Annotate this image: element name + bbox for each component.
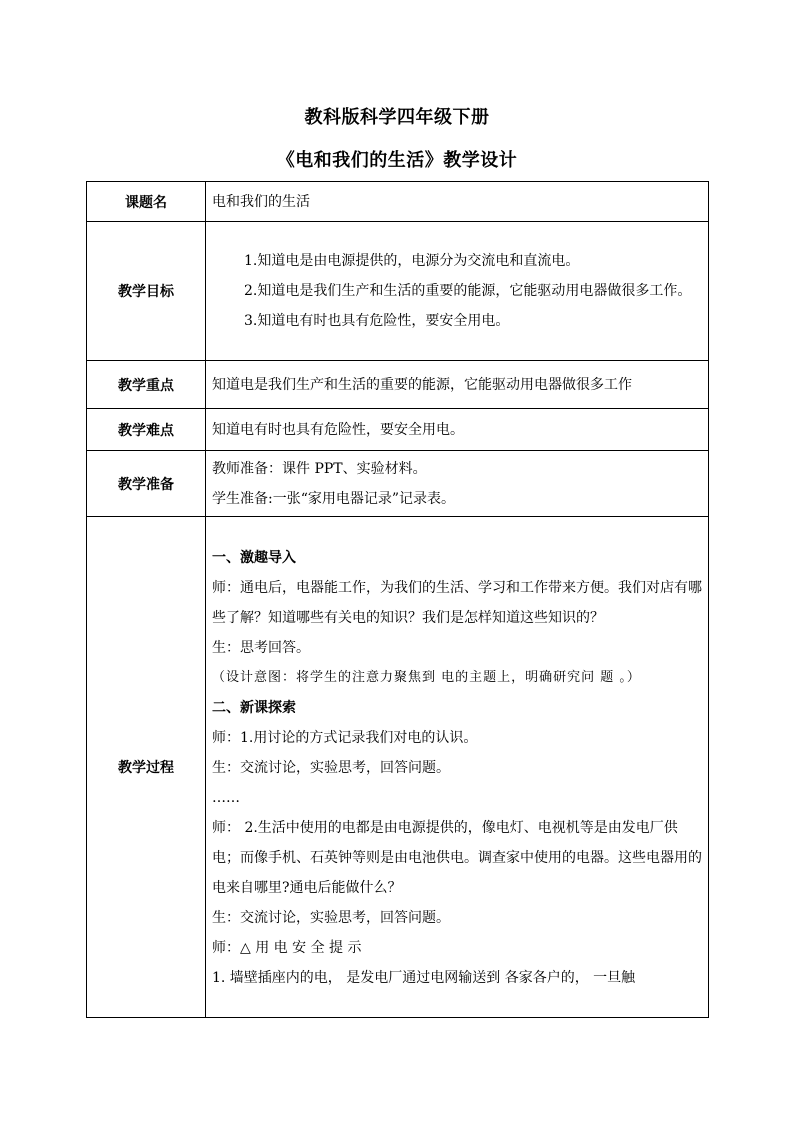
safety-heading: 师：△ 用 电 安 全 提 示 — [212, 940, 362, 956]
table-row-goals — [87, 222, 709, 361]
student-preparation: 学生准备:一张“家用电器记录”记录表。 — [212, 490, 456, 507]
process-content — [206, 517, 709, 1018]
goal-item: 1.知道电是由电源提供的，电源分为交流电和直流电。 — [244, 253, 580, 269]
design-intent-note: （设计意图：将学生的注意力聚焦到 电的主题上，明确研究问 题 。） — [212, 670, 641, 685]
goal-item: 2.知道电是我们生产和生活的重要的能源，它能驱动用电器做很多工作。 — [244, 283, 692, 299]
goal-item: 3.知道电有时也具有危险性，要安全用电。 — [244, 313, 510, 329]
table-row-difficulty — [87, 409, 709, 451]
preparation-label: 教学准备 — [87, 451, 206, 517]
goals-label: 教学目标 — [87, 222, 206, 361]
key-point-value: 知道电是我们生产和生活的重要的能源，它能驱动用电器做很多工作 — [206, 361, 709, 409]
difficulty-label: 教学难点 — [87, 409, 206, 451]
table-row-preparation — [87, 451, 709, 517]
teacher-text: 师：通电后，电器能工作，为我们的生活、学习和工作带来方便。我们对店有哪些了解？知道哪些有关电的知识？我们是怎样知道这些知识的？ — [212, 580, 702, 626]
topic-value: 电和我们的生活 — [206, 182, 709, 222]
section-heading: 一、激趣导入 — [212, 550, 296, 566]
table-row-topic — [87, 182, 709, 222]
teacher-preparation: 教师准备：课件 PPT、实验材料。 — [212, 460, 427, 477]
process-label: 教学过程 — [87, 517, 206, 1018]
difficulty-value: 知道电有时也具有危险性，要安全用电。 — [206, 409, 709, 451]
table-row-key-point — [87, 361, 709, 409]
document-subtitle: 《电和我们的生活》教学设计 — [276, 150, 518, 171]
document-title: 教科版科学四年级下册 — [304, 107, 490, 128]
student-text: 生：交流讨论，实验思考，回答问题。 — [212, 760, 450, 776]
section-heading: 二、新课探索 — [212, 700, 296, 716]
goals-content — [206, 222, 709, 361]
student-text: 生：交流讨论，实验思考，回答问题。 — [212, 910, 450, 926]
table-row-process — [87, 517, 709, 1018]
safety-item: 1. 墙壁插座内的电， 是发电厂通过电网输送到 各家各户的， 一旦触 — [212, 970, 636, 986]
teacher-text: 师： 2.生活中使用的电都是由电源提供的，像电灯、电视机等是由发电厂供电；而像手机、石英钟等则是由电池供电。调查家中使用的电器。这些电器用的电来自哪里?通电后能做什么？ — [212, 820, 702, 896]
key-point-label: 教学重点 — [87, 361, 206, 409]
lesson-plan-table — [86, 181, 709, 1018]
ellipsis-text: …… — [212, 790, 240, 806]
teacher-text: 师：1.用讨论的方式记录我们对电的认识。 — [212, 730, 478, 746]
preparation-content — [206, 451, 709, 517]
topic-label: 课题名 — [87, 182, 206, 222]
student-text: 生：思考回答。 — [212, 640, 310, 656]
